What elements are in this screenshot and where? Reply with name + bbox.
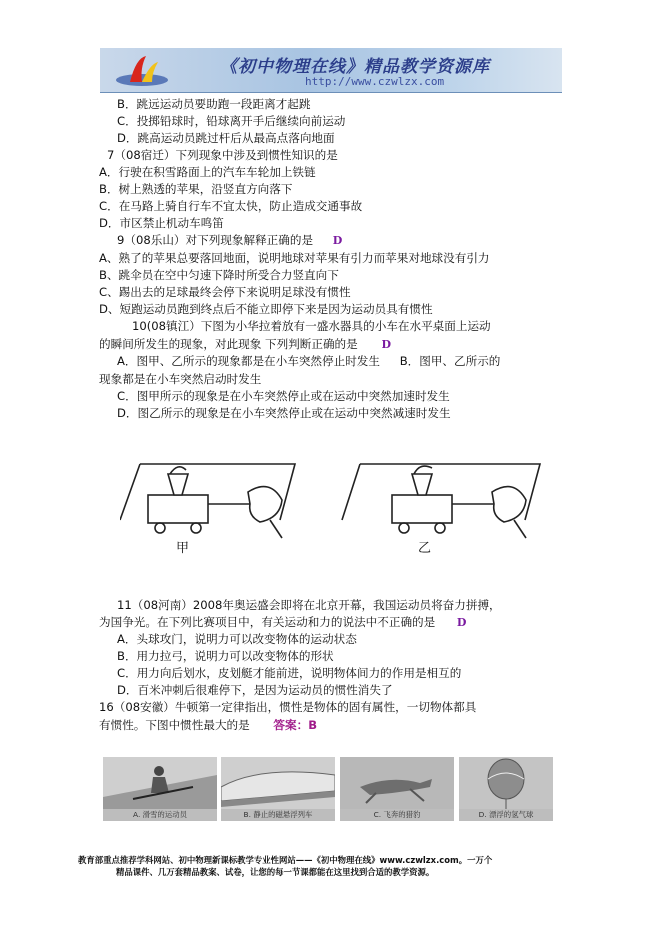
q7-option-b: B．树上熟透的苹果，沿竖直方向落下 xyxy=(99,182,293,196)
q11-option-d: D．百米冲刺后很难停下，是因为运动员的惯性消失了 xyxy=(117,683,393,697)
footer-line-1: 教育部重点推荐学科网站、初中物理新课标教学专业性网站——《初中物理在线》www.czwlzx.com。一万个 xyxy=(78,855,493,865)
q9-option-a: A、熟了的苹果总要落回地面，说明地球对苹果有引力而苹果对地球没有引力 xyxy=(99,251,490,265)
q11-option-a: A．头球攻门，说明力可以改变物体的运动状态 xyxy=(117,632,357,646)
photo-d-caption: D. 漂浮的氢气球 xyxy=(459,809,553,821)
answer-q10: D xyxy=(381,338,391,351)
option-b-line: B．跳远运动员要助跑一段距离才起跳 xyxy=(117,97,311,111)
header-banner xyxy=(100,48,562,93)
q10-option-a-row xyxy=(117,354,500,368)
q9-option-c: C、踢出去的足球最终会停下来说明足球没有惯性 xyxy=(99,285,351,299)
site-logo-icon xyxy=(112,52,172,88)
question-11-text: 为国争光。在下列比赛项目中，有关运动和力的说法中不正确的是 xyxy=(99,615,436,629)
question-7: 7（08宿迁）下列现象中涉及到惯性知识的是 xyxy=(107,148,338,162)
option-c-line: C．投掷铅球时，铅球离开手后继续向前运动 xyxy=(117,114,346,128)
photo-b-caption: B. 静止的磁悬浮列车 xyxy=(221,809,335,821)
option-d-line: D．跳高运动员跳过杆后从最高点落向地面 xyxy=(117,131,335,145)
site-title: 《初中物理在线》精品教学资源库 xyxy=(220,57,490,77)
question-9 xyxy=(117,233,342,248)
q7-option-c: C．在马路上骑自行车不宜太快，防止造成交通事故 xyxy=(99,199,363,213)
question-16-text: 有惯性。下图中惯性最大的是 xyxy=(99,718,250,732)
question-9-text: 9（08乐山）对下列现象解释正确的是 xyxy=(117,233,314,247)
skier-icon xyxy=(103,757,217,809)
q11-option-b: B．用力拉弓，说明力可以改变物体的形状 xyxy=(117,649,334,663)
question-16: 16（08安徽）牛顿第一定律指出，惯性是物体的固有属性，一切物体都具 xyxy=(99,700,477,714)
figure-label-jia: 甲 xyxy=(176,541,190,556)
q10-option-c: C．图甲所示的现象是在小车突然停止或在运动中突然加速时发生 xyxy=(117,389,450,403)
photo-b xyxy=(221,757,335,821)
question-16-cont xyxy=(99,718,317,732)
q7-option-a: A．行驶在积雪路面上的汽车车轮加上铁链 xyxy=(99,165,316,179)
question-10: 10(08镇江）下图为小华拉着放有一盛水器具的小车在水平桌面上运动 xyxy=(132,319,491,333)
answer-q9: D xyxy=(332,234,343,247)
q9-option-b: B、跳伞员在空中匀速下降时所受合力竖直向下 xyxy=(99,268,339,282)
photo-c xyxy=(340,757,454,821)
q10-option-d: D．图乙所示的现象是在小车突然停止或在运动中突然减速时发生 xyxy=(117,406,451,420)
question-10-cont xyxy=(99,337,391,352)
figure-label-yi: 乙 xyxy=(418,541,432,556)
photo-a xyxy=(103,757,217,821)
photo-c-caption: C. 飞奔的猎豹 xyxy=(340,809,454,821)
cheetah-icon xyxy=(340,757,454,809)
q9-option-d: D、短跑运动员跑到终点后不能立即停下来是因为运动员具有惯性 xyxy=(99,302,433,316)
q7-option-d: D．市区禁止机动车鸣笛 xyxy=(99,216,224,230)
photo-d xyxy=(459,757,553,821)
q11-option-c: C．用力向后划水，皮划艇才能前进，说明物体间力的作用是相互的 xyxy=(117,666,462,680)
photo-a-caption: A. 滑雪的运动员 xyxy=(103,809,217,821)
question-11: 11（08河南）2008年奥运盛会即将在北京开幕，我国运动员将奋力拼搏， xyxy=(117,598,501,612)
question-11-cont xyxy=(99,615,466,630)
site-url[interactable]: http://www.czwlzx.com xyxy=(305,75,445,88)
footer-line-2: 精品课件、几万套精品教案、试卷，让您的每一节课都能在这里找到合适的教学资源。 xyxy=(116,867,435,877)
answer-q16: 答案：B xyxy=(273,718,318,732)
question-10-text: 的瞬间所发生的现象，对此现象 下列判断正确的是 xyxy=(99,337,358,351)
answer-q11: D xyxy=(456,616,467,629)
hydrogen-balloon-icon xyxy=(459,757,553,809)
q10-option-b-cont: 现象都是在小车突然启动时发生 xyxy=(99,372,262,386)
q10-option-a: A．图甲、乙所示的现象都是在小车突然停止时发生 xyxy=(117,354,380,368)
q10-option-b: B．图甲、乙所示的 xyxy=(399,354,501,368)
maglev-train-icon xyxy=(221,757,335,809)
